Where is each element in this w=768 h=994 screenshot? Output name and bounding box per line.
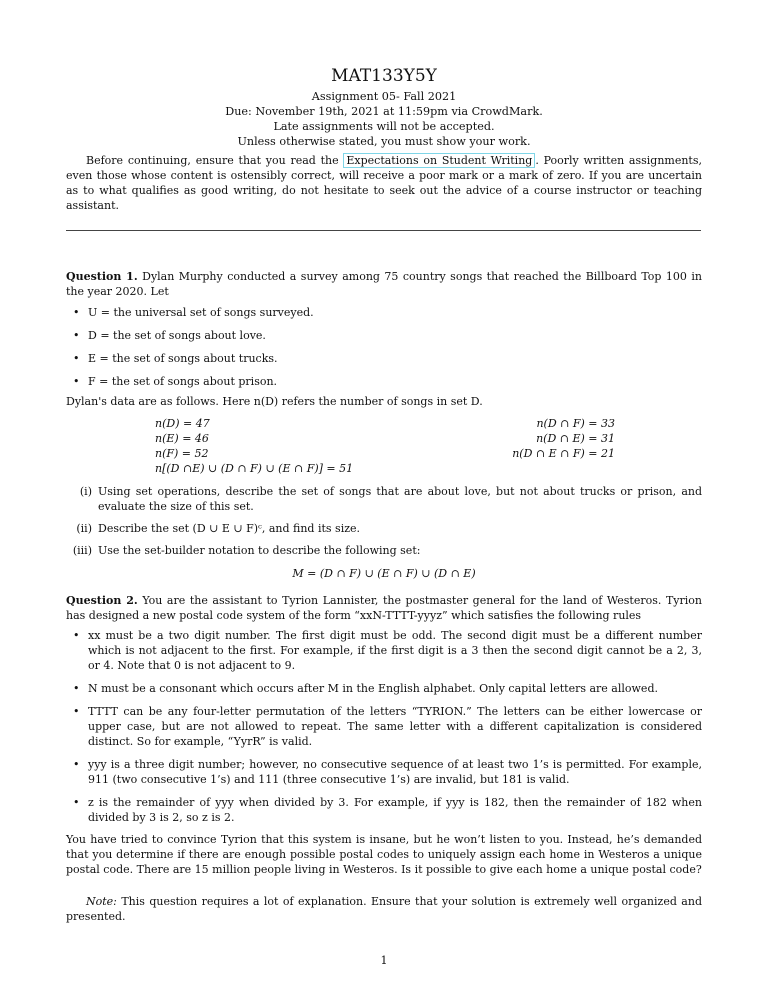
data-value: n(D ∩ F) = 33	[536, 417, 615, 430]
part-text: Describe the set (D ∪ E ∪ F)ᶜ, and find its size.	[98, 522, 361, 535]
q2-rules-list	[66, 628, 702, 825]
data-value: n(F) = 52	[155, 447, 209, 460]
list-item: • N must be a consonant which occurs after M in the English alphabet. Only capital letters are allowed.	[66, 681, 702, 696]
q1-intro	[66, 269, 702, 299]
list-item: • z is the remainder of yyy when divided by 3. For example, if yyy is 182, then the remainder of 182 when divided by 3 is 2, so z is 2.	[66, 795, 702, 825]
list-item: • yyy is a three digit number; however, no consecutive sequence of at least two 1’s is permitted. For example, 911 (two consecutive 1’s) and 111 (three consecutive 1’s) are invalid, but 181 is valid.	[66, 757, 702, 787]
assignment-line: Assignment 05- Fall 2021	[311, 90, 457, 103]
late-policy-line: Late assignments will not be accepted.	[273, 120, 495, 133]
list-item: • TTTT can be any four-letter permutation of the letters “TYRION.” The letters can be either lowercase or upper case, but are not allowed to repeat. The same letter with a different capitalization is considered distinct. So for example, “YyrR” is valid.	[66, 704, 702, 749]
data-value: n[(D ∩E) ∪ (D ∩ F) ∪ (E ∩ F)] = 51	[155, 462, 354, 475]
part-text: Use the set-builder notation to describe the following set:	[98, 544, 421, 557]
list-item: • F = the set of songs about prison.	[66, 374, 702, 389]
data-value: n(D) = 47	[155, 417, 210, 430]
intro-paragraph	[66, 153, 702, 213]
q1-part-ii	[66, 521, 702, 536]
q2-note	[66, 894, 702, 924]
q1-part-iii	[66, 543, 702, 558]
q1-data-left	[155, 416, 415, 476]
note-label: Note:	[86, 895, 117, 908]
q2-closing: You have tried to convince Tyrion that this system is insane, but he won’t listen to you. Instead, he’s demanded that you determine if there are enough possible postal codes to uniquely assign each home in Westeros a unique postal code. There are 15 million people living in Westeros. Is it possible to give each home a unique postal code?	[66, 833, 702, 876]
data-value: n(D ∩ E ∩ F) = 21	[512, 447, 615, 460]
q1-label: Question 1.	[66, 270, 138, 283]
q1-parts	[66, 484, 702, 558]
part-number: (iii)	[72, 544, 92, 557]
q1-data-right	[470, 416, 615, 461]
course-title: MAT133Y5Y	[331, 66, 437, 86]
q1-data-intro: Dylan's data are as follows. Here n(D) refers the number of songs in set D.	[66, 395, 483, 408]
q2-intro-text: You are the assistant to Tyrion Lannister, the postmaster general for the land of Westeros. Tyrion has designed a new postal code system of the form “xxN-TTTT-yyyz” which satisfies the following rules	[66, 594, 702, 622]
intro-after-link: . Poorly written assignments, even those whose content is ostensibly correct, will receive a poor mark or a mark of zero. If you are uncertain as to what qualifies as good writing, do not hesitate to seek out the advice of a course instructor or teaching assistant.	[66, 154, 702, 212]
due-line: Due: November 19th, 2021 at 11:59pm via CrowdMark.	[225, 105, 543, 118]
note-text: This question requires a lot of explanation. Ensure that your solution is extremely well organized and presented.	[66, 895, 702, 923]
data-value: n(E) = 46	[155, 432, 209, 445]
q2-label: Question 2.	[66, 594, 138, 607]
list-item: • E = the set of songs about trucks.	[66, 351, 702, 366]
data-value: n(D ∩ E) = 31	[536, 432, 615, 445]
intro-before-link: Before continuing, ensure that you read the	[86, 154, 339, 167]
expectations-link[interactable]: Expectations on Student Writing	[343, 153, 535, 168]
list-item: • U = the universal set of songs surveyed.	[66, 305, 702, 320]
part-number: (i)	[79, 485, 92, 498]
page-number: 1	[380, 954, 388, 967]
part-number: (ii)	[76, 522, 92, 535]
list-item: • D = the set of songs about love.	[66, 328, 702, 343]
q1-intro-text: Dylan Murphy conducted a survey among 75 country songs that reached the Billboard Top 100 in the year 2020. Let	[66, 270, 702, 298]
list-item: • xx must be a two digit number. The first digit must be odd. The second digit must be a different number which is not adjacent to the first. For example, if the first digit is a 3 then the second digit cannot be a 2, 3, or 4. Note that 0 is not adjacent to 9.	[66, 628, 702, 673]
show-work-line: Unless otherwise stated, you must show your work.	[237, 135, 531, 148]
q1-set-list	[66, 305, 702, 389]
set-equation: M = (D ∩ F) ∪ (E ∩ F) ∪ (D ∩ E)	[292, 567, 476, 580]
q1-part-i	[66, 484, 702, 514]
part-text: Using set operations, describe the set of songs that are about love, but not about trucks or prison, and evaluate the size of this set.	[98, 485, 702, 513]
q2-intro	[66, 593, 702, 623]
divider	[66, 230, 701, 231]
